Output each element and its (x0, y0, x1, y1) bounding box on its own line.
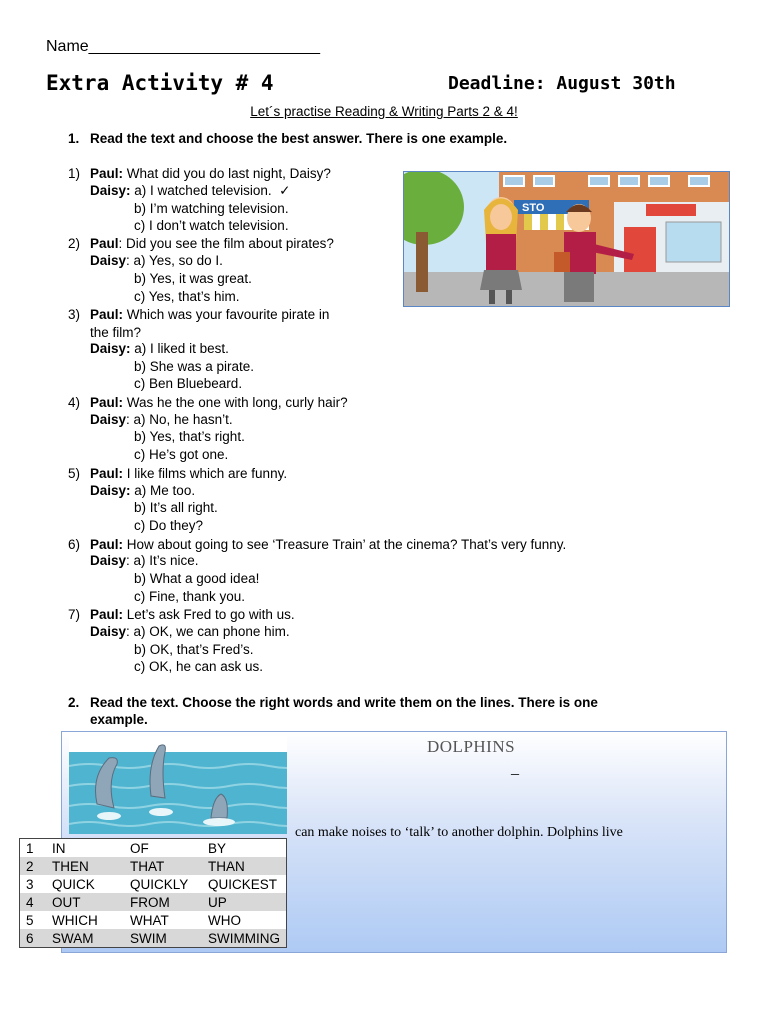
passage-text: can make noises to ‘talk’ to another dolphin. Dolphins live (295, 825, 623, 840)
speaker-label: Paul: (90, 166, 124, 181)
question-number: 3) (68, 307, 81, 322)
word-option[interactable]: SWIM (122, 929, 200, 948)
question-text: I like films which are funny. (123, 466, 288, 481)
word-option[interactable]: UP (200, 893, 287, 911)
section1-instruction (68, 131, 507, 146)
word-option[interactable]: QUICKLY (130, 876, 189, 892)
question-text: What did you do last night, Daisy? (123, 166, 331, 181)
word-option[interactable]: OF (130, 840, 149, 856)
dolphins-illustration (69, 736, 287, 834)
question-text: Let’s ask Fred to go with us. (123, 607, 295, 622)
deadline: Deadline: August 30th (448, 73, 676, 94)
option-text: : a) No, he hasn’t. (126, 412, 233, 427)
section2-number: 2. (68, 695, 80, 710)
question-7 (68, 606, 295, 624)
speaker-label: Paul (90, 236, 119, 251)
word-option[interactable]: SWIMMING (200, 929, 287, 948)
word-option[interactable]: FROM (122, 893, 200, 911)
street-scene-illustration (403, 171, 730, 307)
word-option[interactable]: IN (52, 840, 66, 856)
passage-title: DOLPHINS (427, 737, 516, 756)
answer-blank[interactable]: _ (511, 760, 519, 777)
word-option[interactable]: SWAM (44, 929, 122, 948)
word-table-row (20, 857, 287, 875)
answer-1c[interactable]: c) I don’t watch television. (134, 218, 289, 233)
subtitle: Let´s practise Reading & Writing Parts 2 & 4! (250, 104, 518, 119)
section1-number: 1. (68, 131, 80, 146)
store-sign-text: STO (522, 202, 545, 214)
word-table-row (20, 893, 287, 911)
answer-7b[interactable]: b) OK, that’s Fred’s. (134, 642, 254, 657)
section1-instruction-text: Read the text and choose the best answer. There is one example. (90, 131, 508, 146)
answer-2c[interactable]: c) Yes, that’s him. (134, 289, 240, 304)
question-text: How about going to see ‘Treasure Train’ at the cinema? That’s very funny. (123, 537, 567, 552)
word-option[interactable]: WHICH (52, 912, 98, 928)
word-choice-table (19, 838, 287, 948)
responder-label: Daisy: (90, 483, 131, 498)
answer-4b[interactable]: b) Yes, that’s right. (134, 429, 245, 444)
option-text: a) I liked it best. (134, 341, 229, 356)
word-option[interactable]: BY (208, 840, 227, 856)
word-option[interactable]: QUICKEST (208, 876, 278, 892)
word-table-row (20, 911, 287, 929)
question-text: Was he the one with long, curly hair? (123, 395, 348, 410)
question-text: : Did you see the film about pirates? (118, 236, 334, 251)
question-number: 2) (68, 236, 81, 251)
answer-2a[interactable] (90, 253, 223, 268)
word-table-number: 6 (20, 929, 45, 948)
name-field-label: Name__________________________ (46, 38, 321, 55)
speaker-label: Paul: (90, 307, 124, 322)
answer-5a[interactable] (90, 483, 195, 498)
question-4 (68, 394, 348, 412)
answer-5c[interactable]: c) Do they? (134, 518, 204, 533)
answer-3a[interactable] (90, 341, 229, 356)
word-option[interactable]: WHO (208, 912, 241, 928)
checkmark-icon: ✓ (279, 183, 291, 198)
responder-label: Daisy (90, 553, 127, 568)
section2-instruction-line2: example. (90, 712, 148, 727)
responder-label: Daisy: (90, 183, 131, 198)
word-option[interactable]: OUT (44, 893, 122, 911)
word-option[interactable]: THEN (44, 857, 122, 875)
word-table-number: 1 (26, 840, 34, 856)
responder-label: Daisy (90, 253, 127, 268)
question-6 (68, 536, 566, 554)
question-number: 7) (68, 607, 81, 622)
speaker-label: Paul: (90, 537, 124, 552)
answer-6b[interactable]: b) What a good idea! (134, 571, 260, 586)
answer-1a[interactable] (90, 183, 290, 199)
word-option[interactable]: WHAT (130, 912, 169, 928)
question-2 (68, 235, 334, 253)
option-text: : a) Yes, so do I. (126, 253, 223, 268)
answer-6c[interactable]: c) Fine, thank you. (134, 589, 246, 604)
section2-instruction (68, 695, 723, 710)
option-text: a) Me too. (134, 483, 196, 498)
option-text: : a) OK, we can phone him. (126, 624, 290, 639)
speaker-label: Paul: (90, 466, 124, 481)
option-text: a) I watched television. (134, 183, 272, 198)
answer-5b[interactable]: b) It’s all right. (134, 500, 218, 515)
word-option[interactable]: THAT (122, 857, 200, 875)
question-number: 1) (68, 166, 81, 181)
answer-4c[interactable]: c) He’s got one. (134, 447, 229, 462)
question-number: 4) (68, 395, 81, 410)
responder-label: Daisy (90, 624, 127, 639)
answer-6a[interactable] (90, 553, 199, 568)
word-table-row (20, 875, 287, 893)
word-table-number: 5 (26, 912, 34, 928)
word-table-number: 2 (20, 857, 45, 875)
word-table-number: 3 (26, 876, 34, 892)
responder-label: Daisy: (90, 341, 131, 356)
page-title: Extra Activity # 4 (46, 71, 274, 95)
section2-instruction-text: Read the text. Choose the right words and write them on the lines. There is one (90, 695, 598, 710)
answer-7a[interactable] (90, 624, 290, 639)
question-text: Which was your favourite pirate in (123, 307, 330, 322)
word-table-row (20, 839, 287, 858)
answer-3b[interactable]: b) She was a pirate. (134, 359, 255, 374)
answer-1b[interactable]: b) I’m watching television. (134, 201, 289, 216)
answer-3c[interactable]: c) Ben Bluebeard. (134, 376, 243, 391)
option-text: : a) It’s nice. (126, 553, 199, 568)
word-option[interactable]: QUICK (52, 876, 95, 892)
question-5 (68, 465, 287, 483)
question-text-continued: the film? (90, 324, 142, 340)
answer-2b[interactable]: b) Yes, it was great. (134, 271, 252, 286)
question-3 (68, 306, 329, 341)
word-table-row (20, 929, 287, 948)
speaker-label: Paul: (90, 395, 124, 410)
question-1 (68, 165, 331, 183)
word-option[interactable]: THAN (200, 857, 287, 875)
question-number: 6) (68, 537, 81, 552)
word-table-number: 4 (20, 893, 45, 911)
speaker-label: Paul: (90, 607, 124, 622)
answer-7c[interactable]: c) OK, he can ask us. (134, 659, 264, 674)
responder-label: Daisy (90, 412, 127, 427)
answer-4a[interactable] (90, 412, 233, 427)
question-number: 5) (68, 466, 81, 481)
